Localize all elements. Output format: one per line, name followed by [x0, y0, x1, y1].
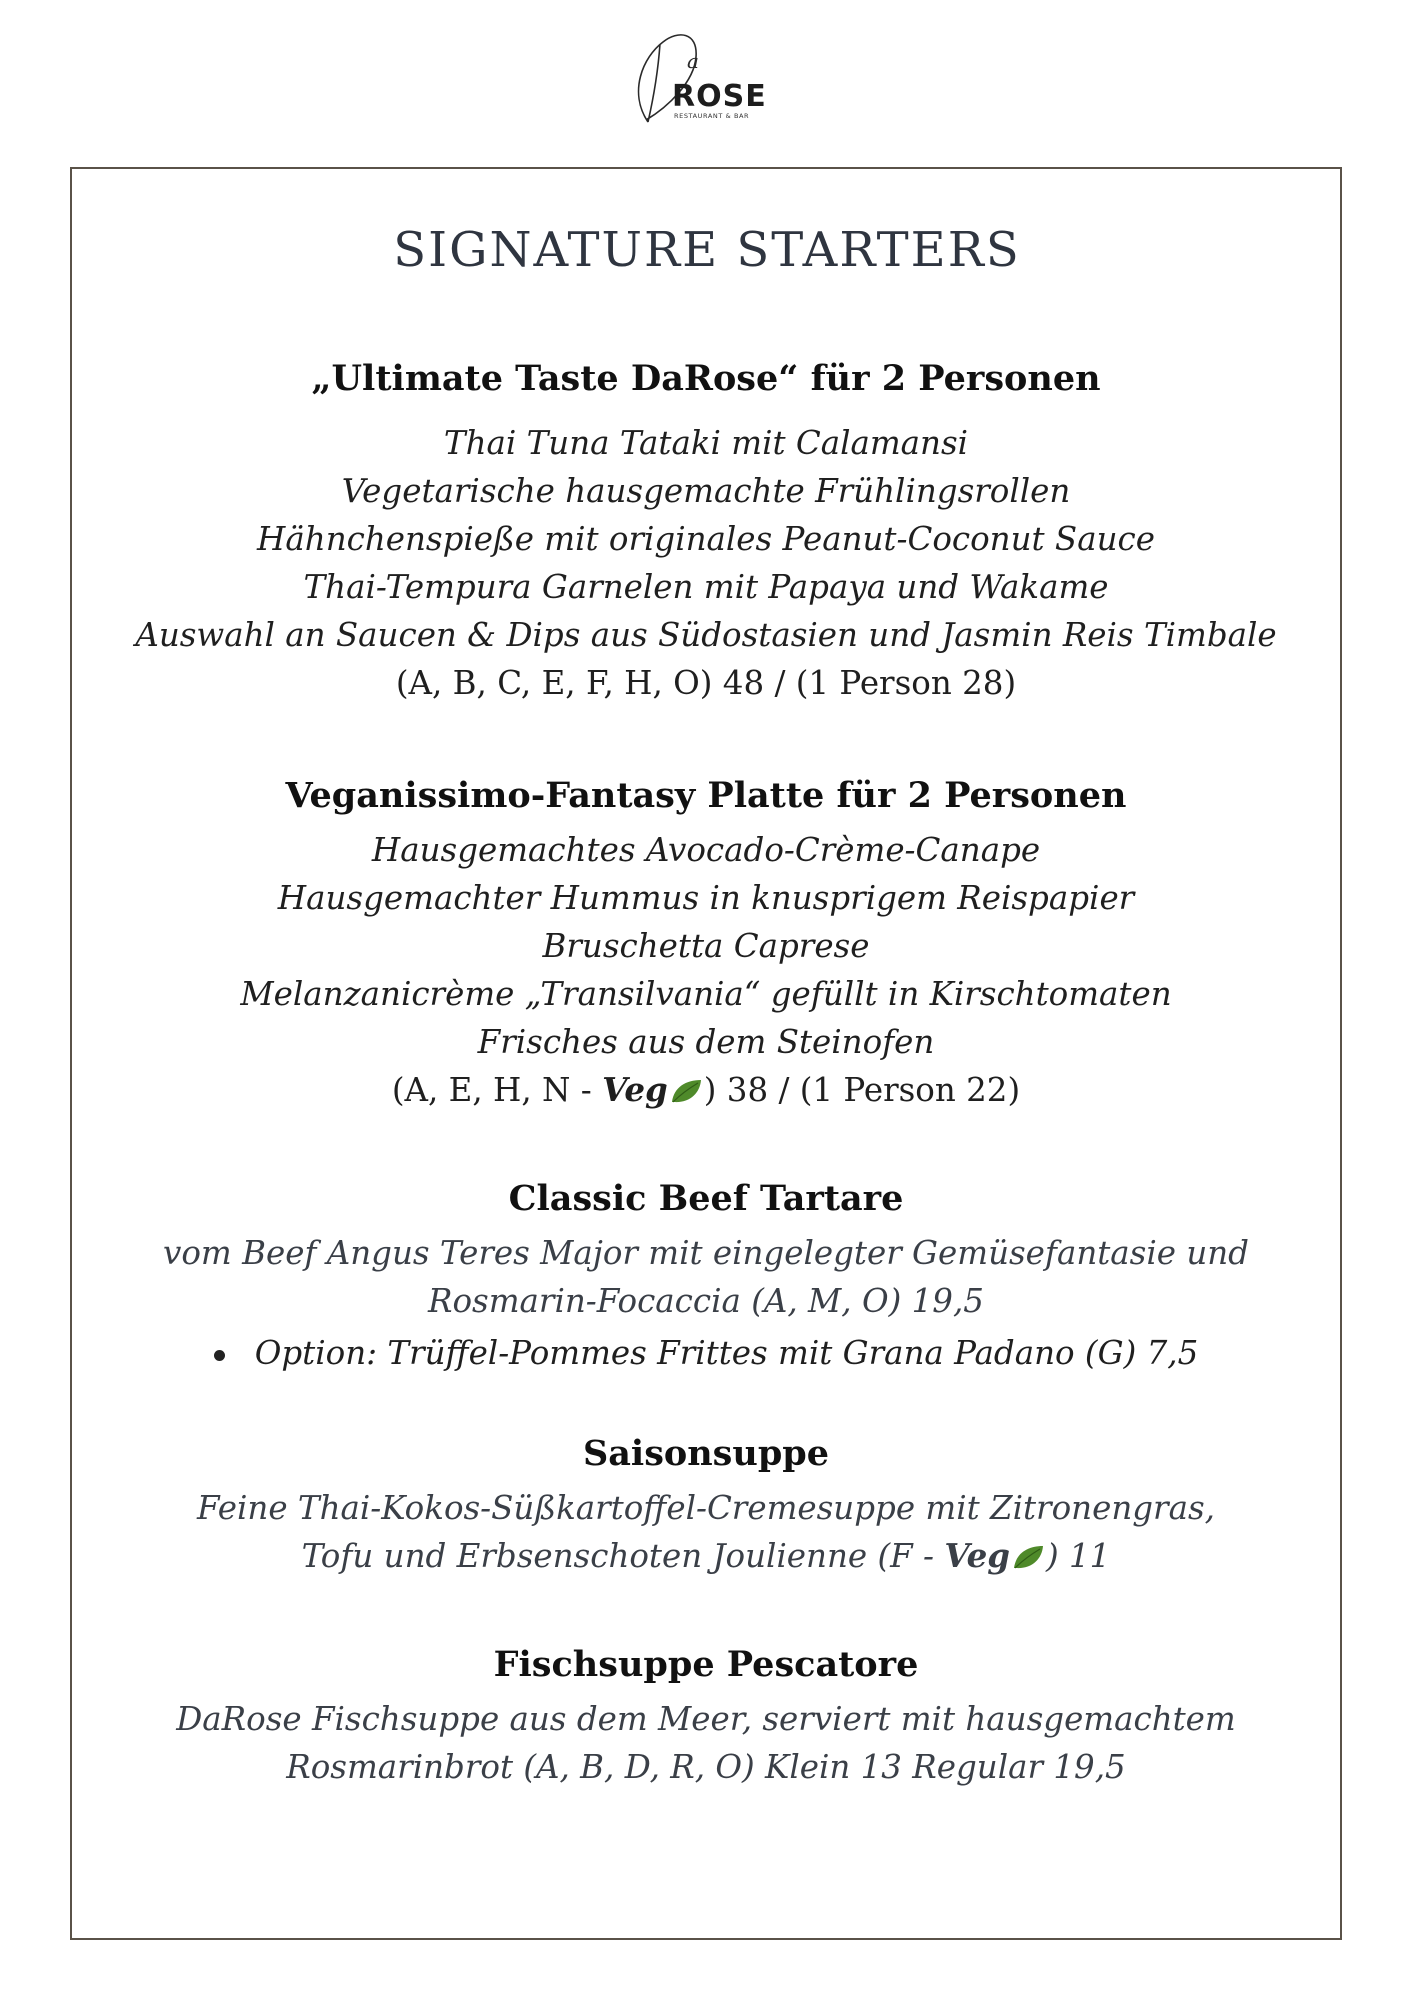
- menu-section-beef-tartare: [70, 1178, 1342, 1381]
- menu-line: Rosmarinbrot (A, B, D, R, O) Klein 13 Regular 19,5: [286, 1748, 1126, 1786]
- section-heading: Veganissimo-Fantasy Platte für 2 Personen: [285, 775, 1127, 816]
- svg-text:RESTAURANT & BAR: RESTAURANT & BAR: [674, 112, 750, 120]
- veg-label: Veg: [602, 1070, 668, 1109]
- menu-section-veganissimo: [70, 775, 1342, 1114]
- section-heading: „Ultimate Taste DaRose“ für 2 Personen: [311, 358, 1101, 399]
- menu-line: DaRose Fischsuppe aus dem Meer, serviert mit hausgemachtem: [176, 1700, 1236, 1738]
- price-prefix: (A, E, H, N -: [391, 1071, 603, 1109]
- menu-line: Auswahl an Saucen & Dips aus Südostasien und Jasmin Reis Timbale: [135, 616, 1277, 654]
- menu-section-ultimate-taste: [70, 358, 1342, 707]
- price-line: (A, B, C, E, F, H, O) 48 / (1 Person 28): [395, 664, 1017, 702]
- line-prefix: Tofu und Erbsenschoten Joulienne (F -: [301, 1537, 945, 1575]
- menu-line: Bruschetta Caprese: [542, 927, 870, 965]
- section-heading: Saisonsuppe: [582, 1433, 830, 1474]
- leaf-icon: [668, 1077, 704, 1105]
- price-line: [70, 1066, 1342, 1114]
- menu-line: Melanzanicrème „Transilvania“ gefüllt in Kirschtomaten: [240, 975, 1172, 1013]
- option-text: Option: Trüffel-Pommes Frittes mit Grana Padano (G) 7,5: [254, 1334, 1199, 1372]
- menu-line: Hähnchenspieße mit originales Peanut-Coconut Sauce: [257, 520, 1155, 558]
- page-title: SIGNATURE STARTERS: [393, 222, 1021, 278]
- menu-line: [70, 1532, 1342, 1580]
- menu-section-saisonsuppe: [70, 1433, 1342, 1580]
- svg-text:ROSE: ROSE: [672, 79, 767, 114]
- menu-line: Thai Tuna Tataki mit Calamansi: [443, 424, 969, 462]
- section-heading: Fischsuppe Pescatore: [493, 1644, 919, 1685]
- menu-line: Hausgemachter Hummus in knusprigem Reispapier: [277, 879, 1135, 917]
- menu-line: Rosmarin-Focaccia (A, M, O) 19,5: [428, 1282, 984, 1320]
- price-suffix: ) 38 / (1 Person 22): [703, 1071, 1021, 1109]
- menu-line: Hausgemachtes Avocado-Crème-Canape: [371, 831, 1041, 869]
- restaurant-logo: [608, 22, 788, 132]
- section-heading: Classic Beef Tartare: [508, 1178, 904, 1219]
- option-item: [70, 1325, 1342, 1381]
- veg-label: Veg: [944, 1536, 1010, 1575]
- line-suffix: ) 11: [1045, 1537, 1111, 1575]
- menu-section-fischsuppe: [70, 1644, 1342, 1791]
- leaf-icon: [1010, 1543, 1046, 1571]
- bullet-icon: [214, 1350, 225, 1361]
- svg-text:a: a: [687, 49, 699, 73]
- menu-line: vom Beef Angus Teres Major mit eingelegter Gemüsefantasie und: [163, 1234, 1249, 1272]
- menu-line: Frisches aus dem Steinofen: [477, 1023, 935, 1061]
- menu-line: Thai-Tempura Garnelen mit Papaya und Wakame: [303, 568, 1109, 606]
- menu-line: Vegetarische hausgemachte Frühlingsrollen: [341, 472, 1071, 510]
- menu-line: Feine Thai-Kokos-Süßkartoffel-Cremesuppe mit Zitronengras,: [197, 1489, 1215, 1527]
